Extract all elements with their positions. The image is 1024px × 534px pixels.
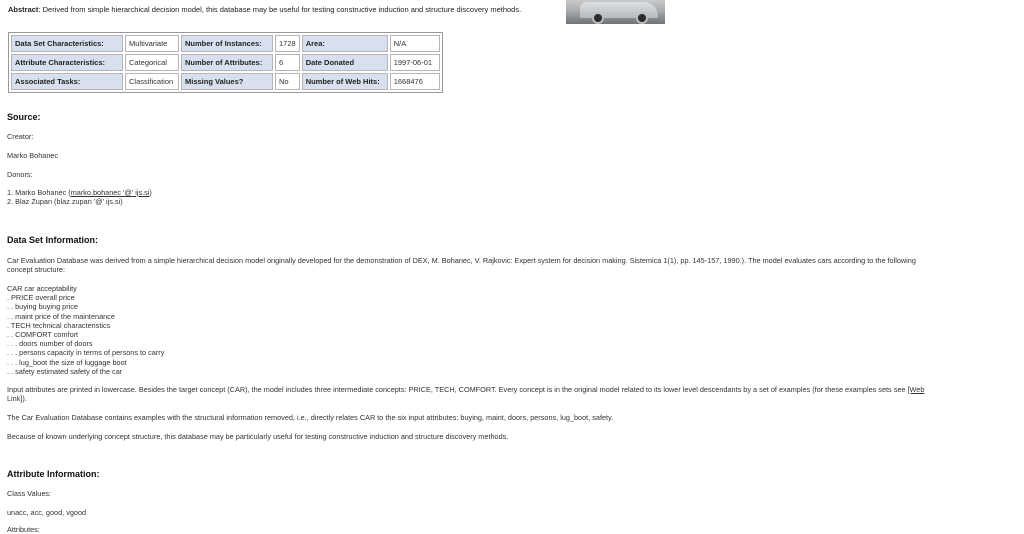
table-cell: Number of Instances: xyxy=(181,35,273,52)
donor-1-email-link[interactable]: marko.bohanec '@' ijs.si xyxy=(70,188,150,197)
table-cell: Multivariate xyxy=(125,35,179,52)
dataset-info-para4: Because of known underlying concept structure, this database may be particularly useful for testing constructive induction and structure discovery methods. xyxy=(7,432,509,441)
concept-tree-item: . PRICE overall price xyxy=(7,293,75,303)
class-values-label: Class Values: xyxy=(7,489,52,498)
concept-tree-item: . TECH technical characteristics xyxy=(7,320,111,330)
concept-tree xyxy=(7,284,164,376)
abstract-text: : Derived from simple hierarchical decision model, this database may be useful for testing constructive induction and structure discovery methods. xyxy=(38,5,522,14)
concept-tree-item: . . . doors number of doors xyxy=(7,339,93,349)
donor-1-suffix: ) xyxy=(149,188,152,197)
creator-label: Creator: xyxy=(7,132,34,141)
table-cell: 6 xyxy=(275,54,300,71)
table-cell: Number of Web Hits: xyxy=(302,73,388,90)
donors-label: Donors: xyxy=(7,170,33,179)
front-wheel-icon xyxy=(592,12,604,24)
table-cell: Associated Tasks: xyxy=(11,73,123,90)
class-values: unacc, acc, good, vgood xyxy=(7,508,87,517)
table-row xyxy=(11,73,440,90)
table-cell: Number of Attributes: xyxy=(181,54,273,71)
dataset-characteristics-table xyxy=(8,32,443,93)
concept-tree-item: . . . persons capacity in terms of persons to carry xyxy=(7,348,165,358)
dataset-info-para1-line2: concept structure: xyxy=(7,265,65,274)
table-cell: 1668476 xyxy=(390,73,440,90)
table-cell: No xyxy=(275,73,300,90)
source-heading: Source: xyxy=(7,112,41,122)
table-cell: Date Donated xyxy=(302,54,388,71)
table-cell: Data Set Characteristics: xyxy=(11,35,123,52)
dataset-info-para3: The Car Evaluation Database contains examples with the structural information removed, i.e., directly relates CAR to the six input attributes: buying, maint, doors, persons, lug_boot, safety. xyxy=(7,413,614,422)
concept-tree-item: CAR car acceptability xyxy=(7,284,77,293)
table-cell: N/A xyxy=(390,35,440,52)
table-cell: 1997-06-01 xyxy=(390,54,440,71)
donor-1-prefix: 1. Marko Bohanec ( xyxy=(7,188,71,197)
concept-tree-item: . . buying buying price xyxy=(7,302,78,312)
table-row xyxy=(11,35,440,52)
table-cell: 1728 xyxy=(275,35,300,52)
creator-name: Marko Bohanec xyxy=(7,151,59,160)
table-cell: Categorical xyxy=(125,54,179,71)
concept-tree-item: . . COMFORT comfort xyxy=(7,330,79,340)
donor-1 xyxy=(7,188,152,197)
donor-2: 2. Blaz Zupan (blaz.zupan '@' ijs.si) xyxy=(7,197,123,206)
dataset-info-para2-line2: Link]). xyxy=(7,394,27,403)
table-cell: Area: xyxy=(302,35,388,52)
concept-tree-item: . . safety estimated safety of the car xyxy=(7,366,123,376)
abstract-label: Abstract xyxy=(8,5,39,14)
table-cell: Missing Values? xyxy=(181,73,273,90)
attributes-label: Attributes: xyxy=(7,525,40,534)
attribute-info-heading: Attribute Information: xyxy=(7,469,100,479)
rear-wheel-icon xyxy=(636,12,648,24)
concept-tree-item: . . maint price of the maintenance xyxy=(7,311,115,321)
car-photo-thumbnail[interactable] xyxy=(566,0,665,24)
table-cell: Attribute Characteristics: xyxy=(11,54,123,71)
table-cell: Classification xyxy=(125,73,179,90)
abstract xyxy=(8,5,521,14)
web-link[interactable]: [Web xyxy=(907,385,925,394)
concept-tree-item: . . . lug_boot the size of luggage boot xyxy=(7,357,127,367)
dataset-info-para2-text: Input attributes are printed in lowercase. Besides the target concept (CAR), the model includes three intermediate concepts: PRICE, TECH, COMFORT. Every concept is in the original model related to its lower level descendants by a set of examples (for these examples sets see xyxy=(7,385,908,394)
table-row xyxy=(11,54,440,71)
dataset-info-para1-line1: Car Evaluation Database was derived from a simple hierarchical decision model originally developed for the demonstration of DEX, M. Bohanec, V. Rajkovic: Expert system for decision making. Sistemica 1(1), pp. 145-157, 1990.). The model evaluates cars according to the following xyxy=(7,256,916,265)
dataset-info-heading: Data Set Information: xyxy=(7,235,99,245)
dataset-info-para2-line1 xyxy=(7,385,924,394)
